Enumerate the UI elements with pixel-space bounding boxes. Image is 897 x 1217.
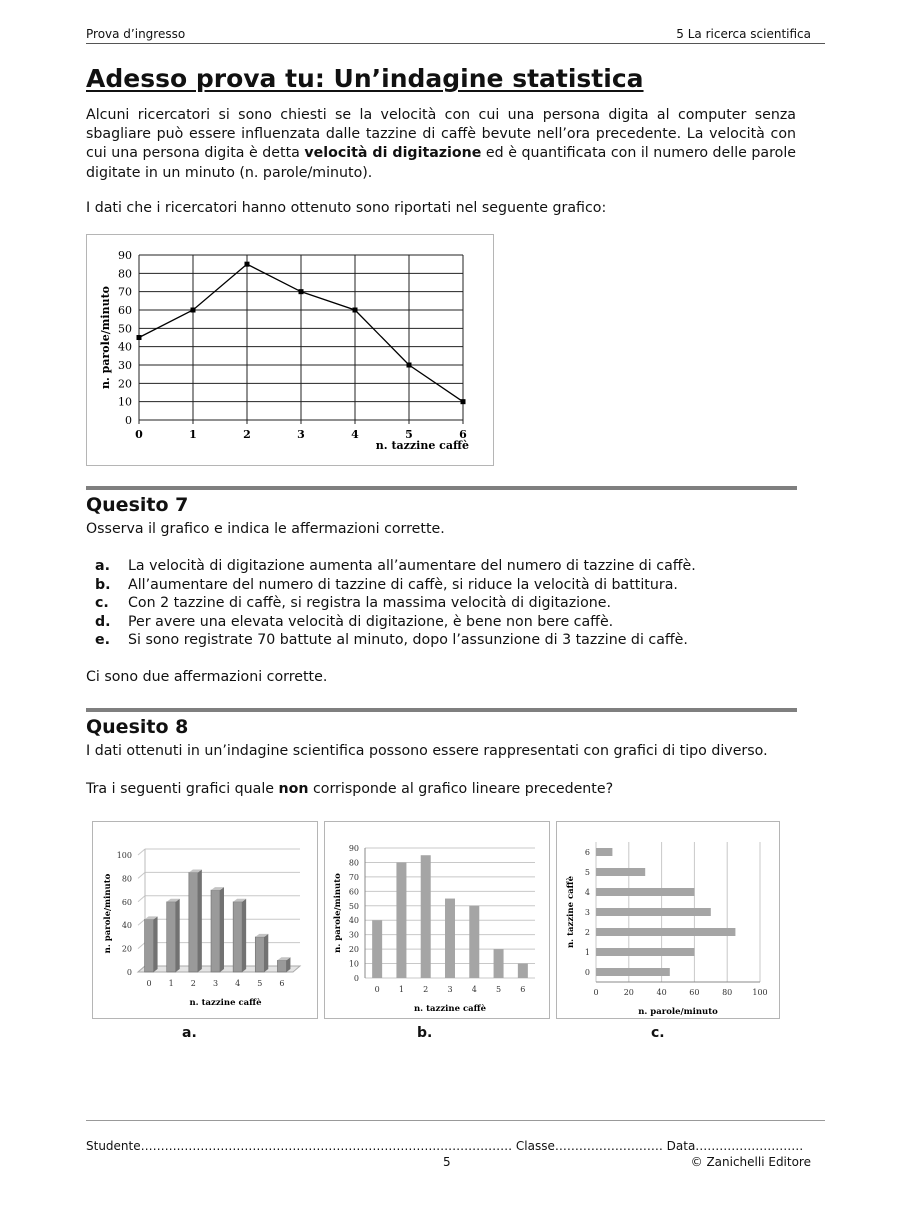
line-chart-point xyxy=(137,335,142,340)
hbar-ytick: 3 xyxy=(584,908,590,917)
q7-divider xyxy=(86,486,797,490)
intro-chart-lead: I dati che i ricercatori hanno ottenuto sono riportati nel seguente grafico: xyxy=(86,200,607,216)
bar3d-gridline-side xyxy=(138,872,145,878)
hbar-xtick: 0 xyxy=(593,988,599,997)
line-chart-xtick: 0 xyxy=(135,428,143,441)
bar3d-bar-front xyxy=(255,937,264,972)
line-chart-ylabel: n. parole/minuto xyxy=(99,285,112,390)
bar3d-xtick: 4 xyxy=(235,979,241,988)
bar3d-ylabel: n. parole/minuto xyxy=(103,873,113,954)
line-chart-point xyxy=(407,363,412,368)
hbar-xtick: 20 xyxy=(623,988,634,997)
bar3d-gridline-side xyxy=(138,849,145,855)
hbar-bar xyxy=(596,968,670,976)
bar3d-bar-front xyxy=(211,890,220,972)
bar3d-gridline-side xyxy=(138,896,145,902)
hbar-xlabel: n. parole/minuto xyxy=(638,1007,718,1017)
q7-option-e[interactable]: e. Si sono registrate 70 battute al minuto, dopo l’assunzione di 3 tazzine di caffè. xyxy=(95,632,688,649)
q7-options xyxy=(95,557,696,650)
bar3d-ytick: 60 xyxy=(121,897,132,907)
barb-xlabel: n. tazzine caffè xyxy=(413,1004,487,1014)
barb-bar xyxy=(421,855,431,978)
hbar-ytick: 6 xyxy=(584,848,590,857)
bar3d-xtick: 1 xyxy=(168,979,174,988)
q8-paragraph: I dati ottenuti in un’indagine scientifica possono essere rappresentati con grafici di tipo diverso. xyxy=(86,743,768,759)
line-chart-ytick: 20 xyxy=(118,377,132,391)
hbar-ytick: 2 xyxy=(584,928,590,937)
line-chart-xtick: 3 xyxy=(297,428,305,441)
hbar-ylabel: n. tazzine caffè xyxy=(566,875,576,949)
line-chart-point xyxy=(299,289,304,294)
bar3d-gridline-side xyxy=(138,943,145,949)
q7-note: Ci sono due affermazioni corrette. xyxy=(86,669,328,685)
bar3d-ytick: 100 xyxy=(116,851,132,860)
line-chart-ytick: 0 xyxy=(125,414,132,427)
line-chart-ytick: 40 xyxy=(118,340,132,354)
barb-ytick: 20 xyxy=(348,945,359,955)
hbar-bar xyxy=(596,868,645,876)
student-info-line: Studente……….………………………………………………………..……………… Classe……………………… Data……………………… xyxy=(86,1139,804,1153)
q8-bold-non: non xyxy=(278,781,309,797)
header-divider xyxy=(86,43,825,44)
barb-ytick: 10 xyxy=(348,959,359,969)
line-chart-ytick: 30 xyxy=(118,359,132,372)
barb-ytick: 70 xyxy=(348,872,359,882)
hbar-bar xyxy=(596,928,735,936)
line-chart-point xyxy=(353,308,358,313)
hbar-xtick: 40 xyxy=(656,988,667,997)
bar3d-bar-side xyxy=(176,899,180,972)
barb-bar xyxy=(469,906,479,978)
bar3d-bar-side xyxy=(242,899,246,972)
header-right: 5 La ricerca scientifica xyxy=(676,27,811,41)
hbar-ytick: 4 xyxy=(584,888,590,897)
hbar-bar xyxy=(596,888,694,896)
barb-ylabel: n. parole/minuto xyxy=(333,873,343,953)
q7-prompt: Osserva il grafico e indica le affermazioni corrette. xyxy=(86,521,445,537)
hbar-bar xyxy=(596,908,711,916)
bar3d-ytick: 80 xyxy=(121,874,132,884)
bar3d-bar-front xyxy=(145,919,154,972)
line-chart-ytick: 90 xyxy=(118,249,132,262)
line-chart-svg xyxy=(87,235,493,465)
line-chart-xtick: 6 xyxy=(459,428,467,441)
hbar-ytick: 0 xyxy=(584,968,590,977)
barb-ytick: 60 xyxy=(348,887,359,897)
line-chart-xtick: 5 xyxy=(405,428,413,441)
bar3d-bar-front xyxy=(167,902,176,972)
barb-xtick: 4 xyxy=(471,985,477,994)
q7-title: Quesito 7 xyxy=(86,494,189,516)
q8-question: Tra i seguenti grafici quale non corrisponde al grafico lineare precedente? xyxy=(86,781,614,797)
bar3d-bar-side xyxy=(220,887,224,972)
bar3d-bar-side xyxy=(264,934,268,972)
barb-xtick: 5 xyxy=(496,985,502,994)
barb-xtick: 6 xyxy=(520,985,526,994)
bar3d-bar-front xyxy=(189,873,198,972)
bar3d-xtick: 2 xyxy=(190,979,196,988)
hbar-bar xyxy=(596,848,612,856)
bar3d-bar-side xyxy=(154,916,158,972)
line-chart-xtick: 4 xyxy=(351,428,359,441)
bar3d-bar-front xyxy=(277,960,286,972)
line-chart-ytick: 70 xyxy=(118,285,132,299)
hbar-xtick: 60 xyxy=(689,988,700,997)
q7-option-c[interactable]: c. Con 2 tazzine di caffè, si registra la massima velocità di digitazione. xyxy=(95,595,612,612)
page-number: 5 xyxy=(443,1155,451,1169)
barb-xtick: 0 xyxy=(374,985,380,994)
barb-xtick: 3 xyxy=(447,985,453,994)
barb-ytick: 0 xyxy=(353,974,359,983)
line-chart-xtick: 1 xyxy=(189,428,197,441)
barb-ytick: 30 xyxy=(348,930,359,940)
line-chart-xtick: 2 xyxy=(243,428,251,441)
bar3d-xtick: 0 xyxy=(146,979,152,988)
barb-bar xyxy=(396,862,406,978)
bar3d-bar-side xyxy=(198,870,202,972)
hbar-ytick: 1 xyxy=(584,948,590,957)
intro-bold-term: velocità di digitazione xyxy=(304,145,482,162)
caption-a: a. xyxy=(182,1025,197,1041)
header-left: Prova d’ingresso xyxy=(86,27,186,41)
barb-ytick: 50 xyxy=(348,901,359,911)
chart-option-b[interactable] xyxy=(324,821,550,1019)
line-chart-point xyxy=(245,262,250,267)
hbar-xtick: 80 xyxy=(722,988,733,997)
page-title: Adesso prova tu: Un’indagine statistica xyxy=(86,64,644,93)
bar3d-xtick: 3 xyxy=(212,979,219,988)
bar3d-xlabel: n. tazzine caffè xyxy=(189,998,262,1008)
barb-bar xyxy=(518,964,528,978)
line-chart-point xyxy=(461,399,466,404)
barb-xtick: 1 xyxy=(398,985,404,994)
barb-bar xyxy=(494,949,504,978)
line-chart-ytick: 50 xyxy=(118,322,132,336)
caption-c: c. xyxy=(651,1025,665,1041)
line-chart-ytick: 80 xyxy=(118,267,132,281)
q7-option-a[interactable]: a. La velocità di digitazione aumenta all’aumentare del numero di tazzine di caffè. xyxy=(95,558,696,574)
bar3d-bar-front xyxy=(233,902,242,972)
hbar-ytick: 5 xyxy=(584,868,590,877)
barb-ytick: 80 xyxy=(348,858,359,868)
hbar-bar xyxy=(596,948,694,956)
chart-option-c[interactable] xyxy=(556,821,780,1019)
footer-divider xyxy=(86,1120,825,1121)
q7-option-d[interactable]: d. Per avere una elevata velocità di digitazione, è bene non bere caffè. xyxy=(95,613,614,630)
q8-title: Quesito 8 xyxy=(86,716,189,738)
bar-chart-b-svg xyxy=(325,822,549,1018)
bar3d-xtick: 5 xyxy=(257,979,263,988)
main-line-chart xyxy=(86,234,494,466)
barb-bar xyxy=(372,920,382,978)
bar3d-ytick: 20 xyxy=(121,944,132,954)
barb-ytick: 90 xyxy=(348,844,359,853)
bar3d-ytick: 0 xyxy=(126,968,132,977)
barb-xtick: 2 xyxy=(423,985,429,994)
intro-paragraph: Alcuni ricercatori si sono chiesti se la velocità con cui una persona digita al computer senza sbagliare può essere influenzata dalle tazzine di caffè bevute nell’ora precedente. La velocità con cui una persona digita è detta velocità di digitazione ed è quantificata con il numero delle parole digitate in un minuto (n. parole/minuto). xyxy=(86,107,796,181)
caption-b: b. xyxy=(417,1025,433,1041)
q7-option-b[interactable]: b. All’aumentare del numero di tazzine di caffè, si riduce la velocità di battitura. xyxy=(95,576,678,593)
chart-option-a[interactable] xyxy=(92,821,318,1019)
line-chart-ytick: 10 xyxy=(118,395,132,409)
hbar-xtick: 100 xyxy=(752,988,768,997)
line-chart-point xyxy=(191,308,196,313)
bar3d-gridline-side xyxy=(138,919,145,925)
line-chart-xlabel: n. tazzine caffè xyxy=(375,439,469,452)
barb-bar xyxy=(445,899,455,978)
barb-ytick: 40 xyxy=(348,916,359,926)
bar3d-chart-svg xyxy=(93,822,317,1018)
line-chart-ytick: 60 xyxy=(118,304,132,317)
publisher: © Zanichelli Editore xyxy=(690,1155,811,1169)
hbar-chart-svg xyxy=(557,822,779,1018)
bar3d-ytick: 40 xyxy=(121,921,132,931)
bar3d-xtick: 6 xyxy=(279,979,285,988)
q8-divider xyxy=(86,708,797,712)
